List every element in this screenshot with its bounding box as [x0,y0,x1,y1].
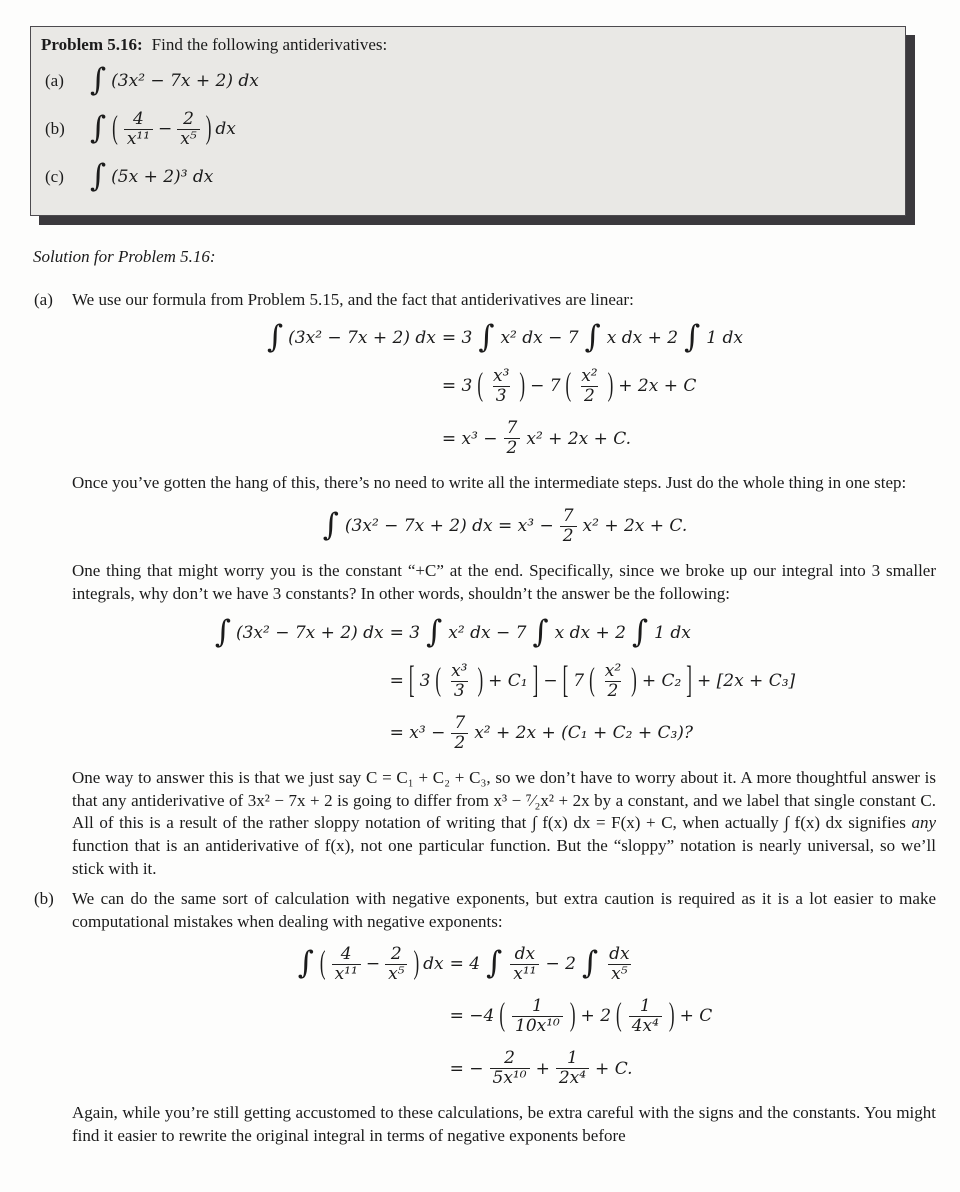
left-paren: ( [589,661,595,698]
item-label: (b) [45,119,65,139]
part-label: (b) [34,888,54,908]
eq-lhs [265,419,436,458]
equation-a [265,319,743,459]
left-paren: ( [112,110,118,147]
eq-rhs [441,319,743,356]
fraction-numerator: x² [604,660,622,681]
left-paren: ( [477,367,483,404]
left-paren: ( [616,997,622,1034]
part-body [72,289,936,884]
eq-lhs [213,613,384,650]
fraction [490,367,512,406]
problem-item-b [45,107,893,153]
math-token: dx [423,954,444,975]
fraction-denominator: x¹¹ [124,129,153,149]
fraction-numerator: 1 [567,1048,578,1069]
eq-rhs [389,613,796,650]
fraction [602,662,624,701]
math-token: = x³ − [441,428,498,449]
eq-lhs [296,1049,444,1088]
integral-icon: ∫ [297,945,314,982]
part-label: (a) [34,289,53,309]
fraction-denominator: 2x⁴ [556,1068,589,1088]
fraction-denominator: 2 [581,386,598,406]
integral-icon: ∫ [584,319,601,356]
fraction-denominator: 2 [560,526,577,546]
integral-icon: ∫ [631,613,649,650]
equation-d [296,945,712,1088]
paragraph: We can do the same sort of calculation with negative exponents, but extra caution is required as it is a lot easier to make computational mistakes when dealing with negative exponents: [72,888,936,931]
solution-heading: Solution for Problem 5.16: [33,246,216,266]
text-segment: One way to answer this is that we just say C = C₁ + C₂ + C₃, so we don’t have to worry about it. A more thoughtful answer is that any antiderivative of 3x² − 7x + 2 is going to differ from x³ − ⁷⁄₂x² + 2x by a constant, and we label that single constant C. All of this is a result of the rather sloppy notation of writing that ∫ f(x) dx = F(x) + C, when actually ∫ f(x) dx signifies [72,767,936,833]
paragraph: One thing that might worry you is the constant “+C” at the end. Specifically, since we broke up our integral into 3 smaller integrals, why don’t we have 3 constants? In other words, shouldn’t the answer be the following: [72,561,936,604]
fraction-denominator: 3 [493,386,510,406]
fraction-numerator: 7 [454,712,466,733]
eq-rhs [389,657,796,701]
problem-box [30,26,906,216]
right-paren: ) [205,110,212,147]
left-paren: ( [435,661,442,698]
fraction-numerator: 1 [639,996,651,1017]
math-expression: (3x² − 7x + 2) dx [111,71,259,92]
item-label: (a) [45,71,64,91]
integral-icon: ∫ [214,613,231,650]
math-token: 1 dx [706,328,743,349]
math-token: + 2x + C [618,376,697,397]
eq-lhs [296,945,444,984]
right-paren: ) [569,997,576,1034]
problem-title: Problem 5.16: [41,35,143,54]
eq-lhs [265,367,436,406]
integral-icon: ∫ [90,110,107,147]
fraction [504,419,521,458]
fraction [578,367,600,406]
integral-icon: ∫ [478,319,495,356]
paragraph: Once you’ve gotten the hang of this, there’s no need to write all the intermediate steps. Just do the whole thing in one step: [72,473,907,493]
fraction [556,1049,589,1088]
fraction-denominator: 2 [451,733,468,753]
fraction [629,997,662,1036]
fraction [560,507,577,546]
math-token: x² + 2x + C. [582,516,688,537]
right-bracket: ] [686,657,692,701]
fraction [606,945,632,984]
fraction-numerator: x³ [492,366,510,387]
math-token: − [365,954,381,975]
math-token: + C₁ [488,670,528,691]
math-token: + C₂ [641,670,682,691]
fraction [510,945,539,984]
math-token: 7 [573,670,585,691]
eq-rhs [442,367,743,406]
fraction [332,945,361,984]
left-paren: ( [319,945,326,982]
right-paren: ) [477,661,484,698]
integral-icon: ∫ [532,613,549,650]
math-token: + C [679,1006,713,1027]
fraction-numerator: dx [609,944,630,965]
fraction [448,662,470,701]
fraction-denominator: 5x¹⁰ [490,1068,530,1088]
math-token: 3 [419,670,431,691]
fraction-numerator: 7 [506,418,518,439]
solution-part-a [30,289,936,884]
text-segment: function that is an antiderivative of f(x), not one particular function. But the “sloppy” notation is nearly universal, so we’ll stick with it. [72,836,936,878]
integral-icon: ∫ [581,945,599,982]
math-token: x dx + 2 [554,622,626,643]
math-token: = 3 [441,376,473,397]
math-token: dx [215,119,236,140]
fraction-numerator: 2 [183,109,194,130]
fraction-numerator: x² [581,366,598,387]
right-paren: ) [668,997,675,1034]
math-token: = −4 [449,1006,495,1027]
math-token: x² dx − 7 [448,622,527,643]
equation-c [213,613,796,753]
math-token: + [2x + C₃] [696,670,796,691]
fraction-numerator: 4 [133,109,144,130]
equation-b [321,507,687,546]
fraction [490,1049,530,1088]
eq-rhs [450,945,713,984]
math-token: = 3 [389,622,421,643]
fraction-denominator: 10x¹⁰ [512,1016,563,1036]
math-token: x² + 2x + C. [526,428,632,449]
fraction-denominator: x⁵ [608,964,630,984]
eq-rhs [450,997,713,1036]
eq-lhs [296,997,444,1036]
integral-icon: ∫ [90,158,107,195]
math-token: = 4 [449,954,481,975]
math-token: − 2 [545,954,576,975]
math-token: − [543,670,558,691]
fraction [451,714,468,753]
math-token: − 7 [530,376,561,397]
math-token: (3x² − 7x + 2) dx [235,622,384,643]
fraction-denominator: 2 [605,681,622,701]
problem-item-c [45,155,893,201]
fraction-numerator: 4 [340,944,352,965]
eq-lhs [213,714,384,753]
math-token: x dx + 2 [606,328,679,349]
eq-lhs [265,319,436,356]
fraction [512,997,563,1036]
fraction-denominator: x⁵ [177,129,199,149]
math-token: = x³ − [389,722,446,743]
problem-prompt: Find the following antiderivatives: [151,35,388,54]
left-bracket: [ [562,657,569,701]
fraction-denominator: x⁵ [385,964,407,984]
math-token: x² dx − 7 [500,328,579,349]
fraction-denominator: 2 [504,438,521,458]
problem-title-line [41,34,893,57]
math-token: + C. [595,1058,633,1079]
left-paren: ( [499,997,506,1034]
fraction-numerator: dx [514,944,536,965]
fraction-numerator: 2 [504,1048,515,1069]
right-paren: ) [413,945,420,982]
fraction [177,110,199,149]
left-bracket: [ [408,657,415,701]
math-token: 1 dx [654,622,691,643]
integral-icon: ∫ [486,945,503,982]
fraction-numerator: x³ [451,660,468,681]
item-label: (c) [45,167,64,187]
fraction-denominator: x¹¹ [332,964,361,984]
integral-icon: ∫ [684,319,701,356]
integral-icon: ∫ [426,613,443,650]
math-token: + 2 [580,1006,612,1027]
right-bracket: ] [532,657,539,701]
eq-lhs [213,662,384,701]
eq-rhs [442,419,743,458]
fraction-denominator: 4x⁴ [629,1016,662,1036]
math-expression: (5x + 2)³ dx [111,167,214,188]
right-paren: ) [519,367,526,404]
math-token: = [389,670,404,691]
problem-item-a [45,59,893,105]
math-token: (3x² − 7x + 2) dx = x³ − [344,516,554,537]
fraction-denominator: 3 [451,681,468,701]
paragraph [72,767,936,881]
integral-icon: ∫ [267,319,284,356]
left-paren: ( [565,367,572,404]
fraction [385,945,407,984]
math-token: x² + 2x + (C₁ + C₂ + C₃)? [474,722,694,743]
math-token: = 3 [441,328,473,349]
right-paren: ) [631,661,637,698]
paragraph: We use our formula from Problem 5.15, and the fact that antiderivatives are linear: [72,289,634,309]
fraction-numerator: 7 [562,506,574,527]
solution-part-b [30,888,936,1151]
fraction-numerator: 2 [390,944,402,965]
integral-icon: ∫ [322,507,339,544]
integral-icon: ∫ [90,62,107,99]
math-token: = − [449,1058,484,1079]
paragraph: Again, while you’re still getting accustomed to these calculations, be extra careful with the signs and the constants. You might find it easier to rewrite the original integral in terms of negative exponents before [72,1103,936,1146]
right-paren: ) [607,367,614,404]
eq-rhs [390,714,796,753]
math-token: (3x² − 7x + 2) dx [288,328,436,349]
fraction-numerator: 1 [532,996,543,1017]
fraction-denominator: x¹¹ [510,964,539,984]
emphasized-word: any [911,813,936,833]
eq-rhs [450,1049,713,1088]
math-token: − [158,119,173,140]
part-body [72,888,936,1151]
math-token: + [535,1058,550,1079]
fraction [124,110,153,149]
